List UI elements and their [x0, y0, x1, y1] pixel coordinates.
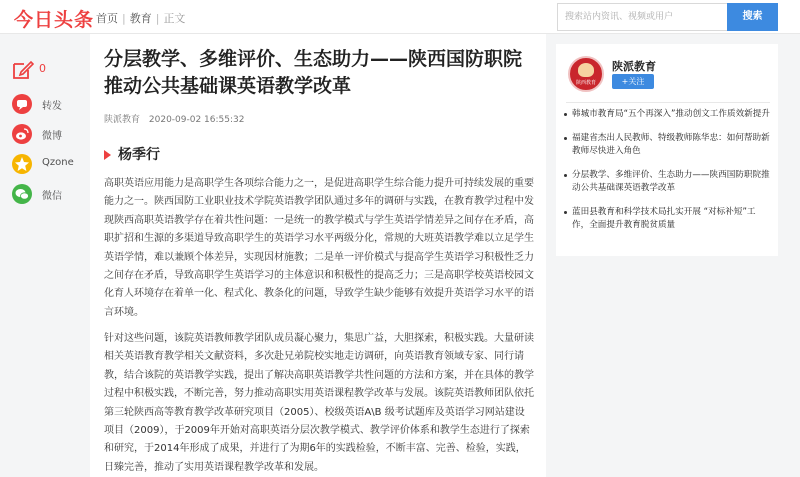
list-item[interactable]: 韩城市教育局“五个再深入”推动创文工作质效新提升	[562, 108, 772, 122]
wechat-icon	[12, 184, 32, 204]
author-profile	[568, 56, 768, 96]
author-name: 杨季行	[118, 147, 160, 163]
comment-edit-icon	[12, 60, 34, 80]
article-title: 分层教学、多维评价、生态助力——陕西国防职院推动公共基础课英语教学改革	[104, 48, 523, 97]
sidebar-panel	[556, 44, 778, 256]
list-item[interactable]: 分层教学、多维评价、生态助力——陕西国防职院推动公共基础课英语教学改革	[562, 169, 772, 196]
avatar-caption: 陕西教育	[575, 80, 596, 86]
share-rail	[10, 58, 80, 214]
share-weibo-button[interactable]	[10, 124, 80, 146]
article-paragraph: 高职英语应用能力是高职学生各项综合能力之一，是促进高职学生综合能力提升可持续发展的重要能力之一。陕西国防工业职业技术学院英语教学团队通过多年的调研与实践，在教育教学过程中发现陕西高职英语教学存在着共性问题：一是统一的教学模式与学生英语学情差异之间存在矛盾，高职扩招和生源的多渠道导致高职学生的英语学习水平两级分化，常规的大班英语教学难以立足学生英语学情，难以兼顾个体差异，实现因材施教；二是单一评价模式与提高学生英语学习积极性乏力之间存在矛盾，导致高职学生英语学习的主体意识和积极性的提高乏力；三是高职学校英语校园文化育人环境存在着单一化、程式化、教条化的问题，导致学生缺少能够有效提升英语学习水平的语言环境。	[104, 178, 534, 318]
follow-button[interactable]: +关注	[612, 74, 654, 89]
qzone-icon	[12, 154, 32, 174]
sidebar-divider	[566, 102, 770, 103]
share-qzone-button[interactable]	[10, 154, 80, 176]
article-meta	[104, 112, 244, 125]
share-label: 微信	[42, 191, 62, 202]
search-button[interactable]: 搜索	[727, 3, 778, 31]
breadcrumb-education[interactable]: 教育	[129, 12, 152, 25]
list-item[interactable]: 福建省杰出人民教师、特级教师陈华忠：如何帮助新教师尽快进入角色	[562, 132, 772, 159]
list-item[interactable]: 蓝田县教育和科学技术局扎实开展 “对标补短”工作，全面提升教育脱贫质量	[562, 206, 772, 233]
share-label: Qzone	[42, 157, 74, 168]
breadcrumb	[96, 10, 185, 26]
article-main	[90, 34, 546, 477]
triangle-marker-icon	[104, 150, 111, 160]
breadcrumb-current: 正文	[163, 12, 186, 25]
share-wechat-button[interactable]	[10, 184, 80, 206]
related-news-list	[562, 108, 772, 243]
profile-name[interactable]: 陕派教育	[612, 60, 656, 73]
article-paragraph: 针对这些问题，该院英语教师教学团队成员凝心聚力，集思广益，大胆探索，积极实践。大量研读相关英语教育教学相关文献资料，多次赴兄弟院校实地走访调研，向英语教育领域专家、同行请教，结合该院的英语教学实践，提出了解决高职英语教学共性问题的方法和方案，并在具体的教学过程中积极实践，不断完善，努力推动高职实用英语课程教学改革与发展。该院英语教师团队依托第三轮陕西高等教育教学改革研究项目（2005）、校级英语A\B 级考试题库及英语学习网站建设项目（2009），于2009年开始对高职英语分层次教学模式、教学评价体系和教学生态进行了探索和研究，于2014年形成了成果，并进行了为期6年的实践检验，不断丰富、完善、检验，实践，日臻完善，推动了实用英语课程教学改革和发展。	[104, 333, 534, 473]
share-zhuanfa-button[interactable]	[10, 94, 80, 116]
weibo-icon	[12, 124, 32, 144]
top-bar	[0, 0, 800, 34]
avatar[interactable]	[568, 56, 604, 92]
zhuanfa-share-icon	[12, 94, 32, 114]
comment-count: 0	[39, 62, 46, 75]
comment-button[interactable]	[10, 58, 80, 82]
toutiao-logo[interactable]: 今日头条	[14, 9, 95, 31]
breadcrumb-separator: |	[155, 12, 160, 25]
search-input[interactable]	[557, 3, 727, 31]
breadcrumb-home[interactable]: 首页	[96, 12, 118, 25]
article-datetime: 2020-09-02 16:55:32	[148, 115, 245, 125]
avatar-figure-icon	[578, 63, 594, 77]
search-bar	[557, 3, 778, 31]
share-label: 微博	[42, 131, 62, 142]
share-label: 转发	[42, 101, 62, 112]
breadcrumb-separator: |	[122, 12, 126, 25]
article-source[interactable]: 陕派教育	[104, 115, 141, 125]
